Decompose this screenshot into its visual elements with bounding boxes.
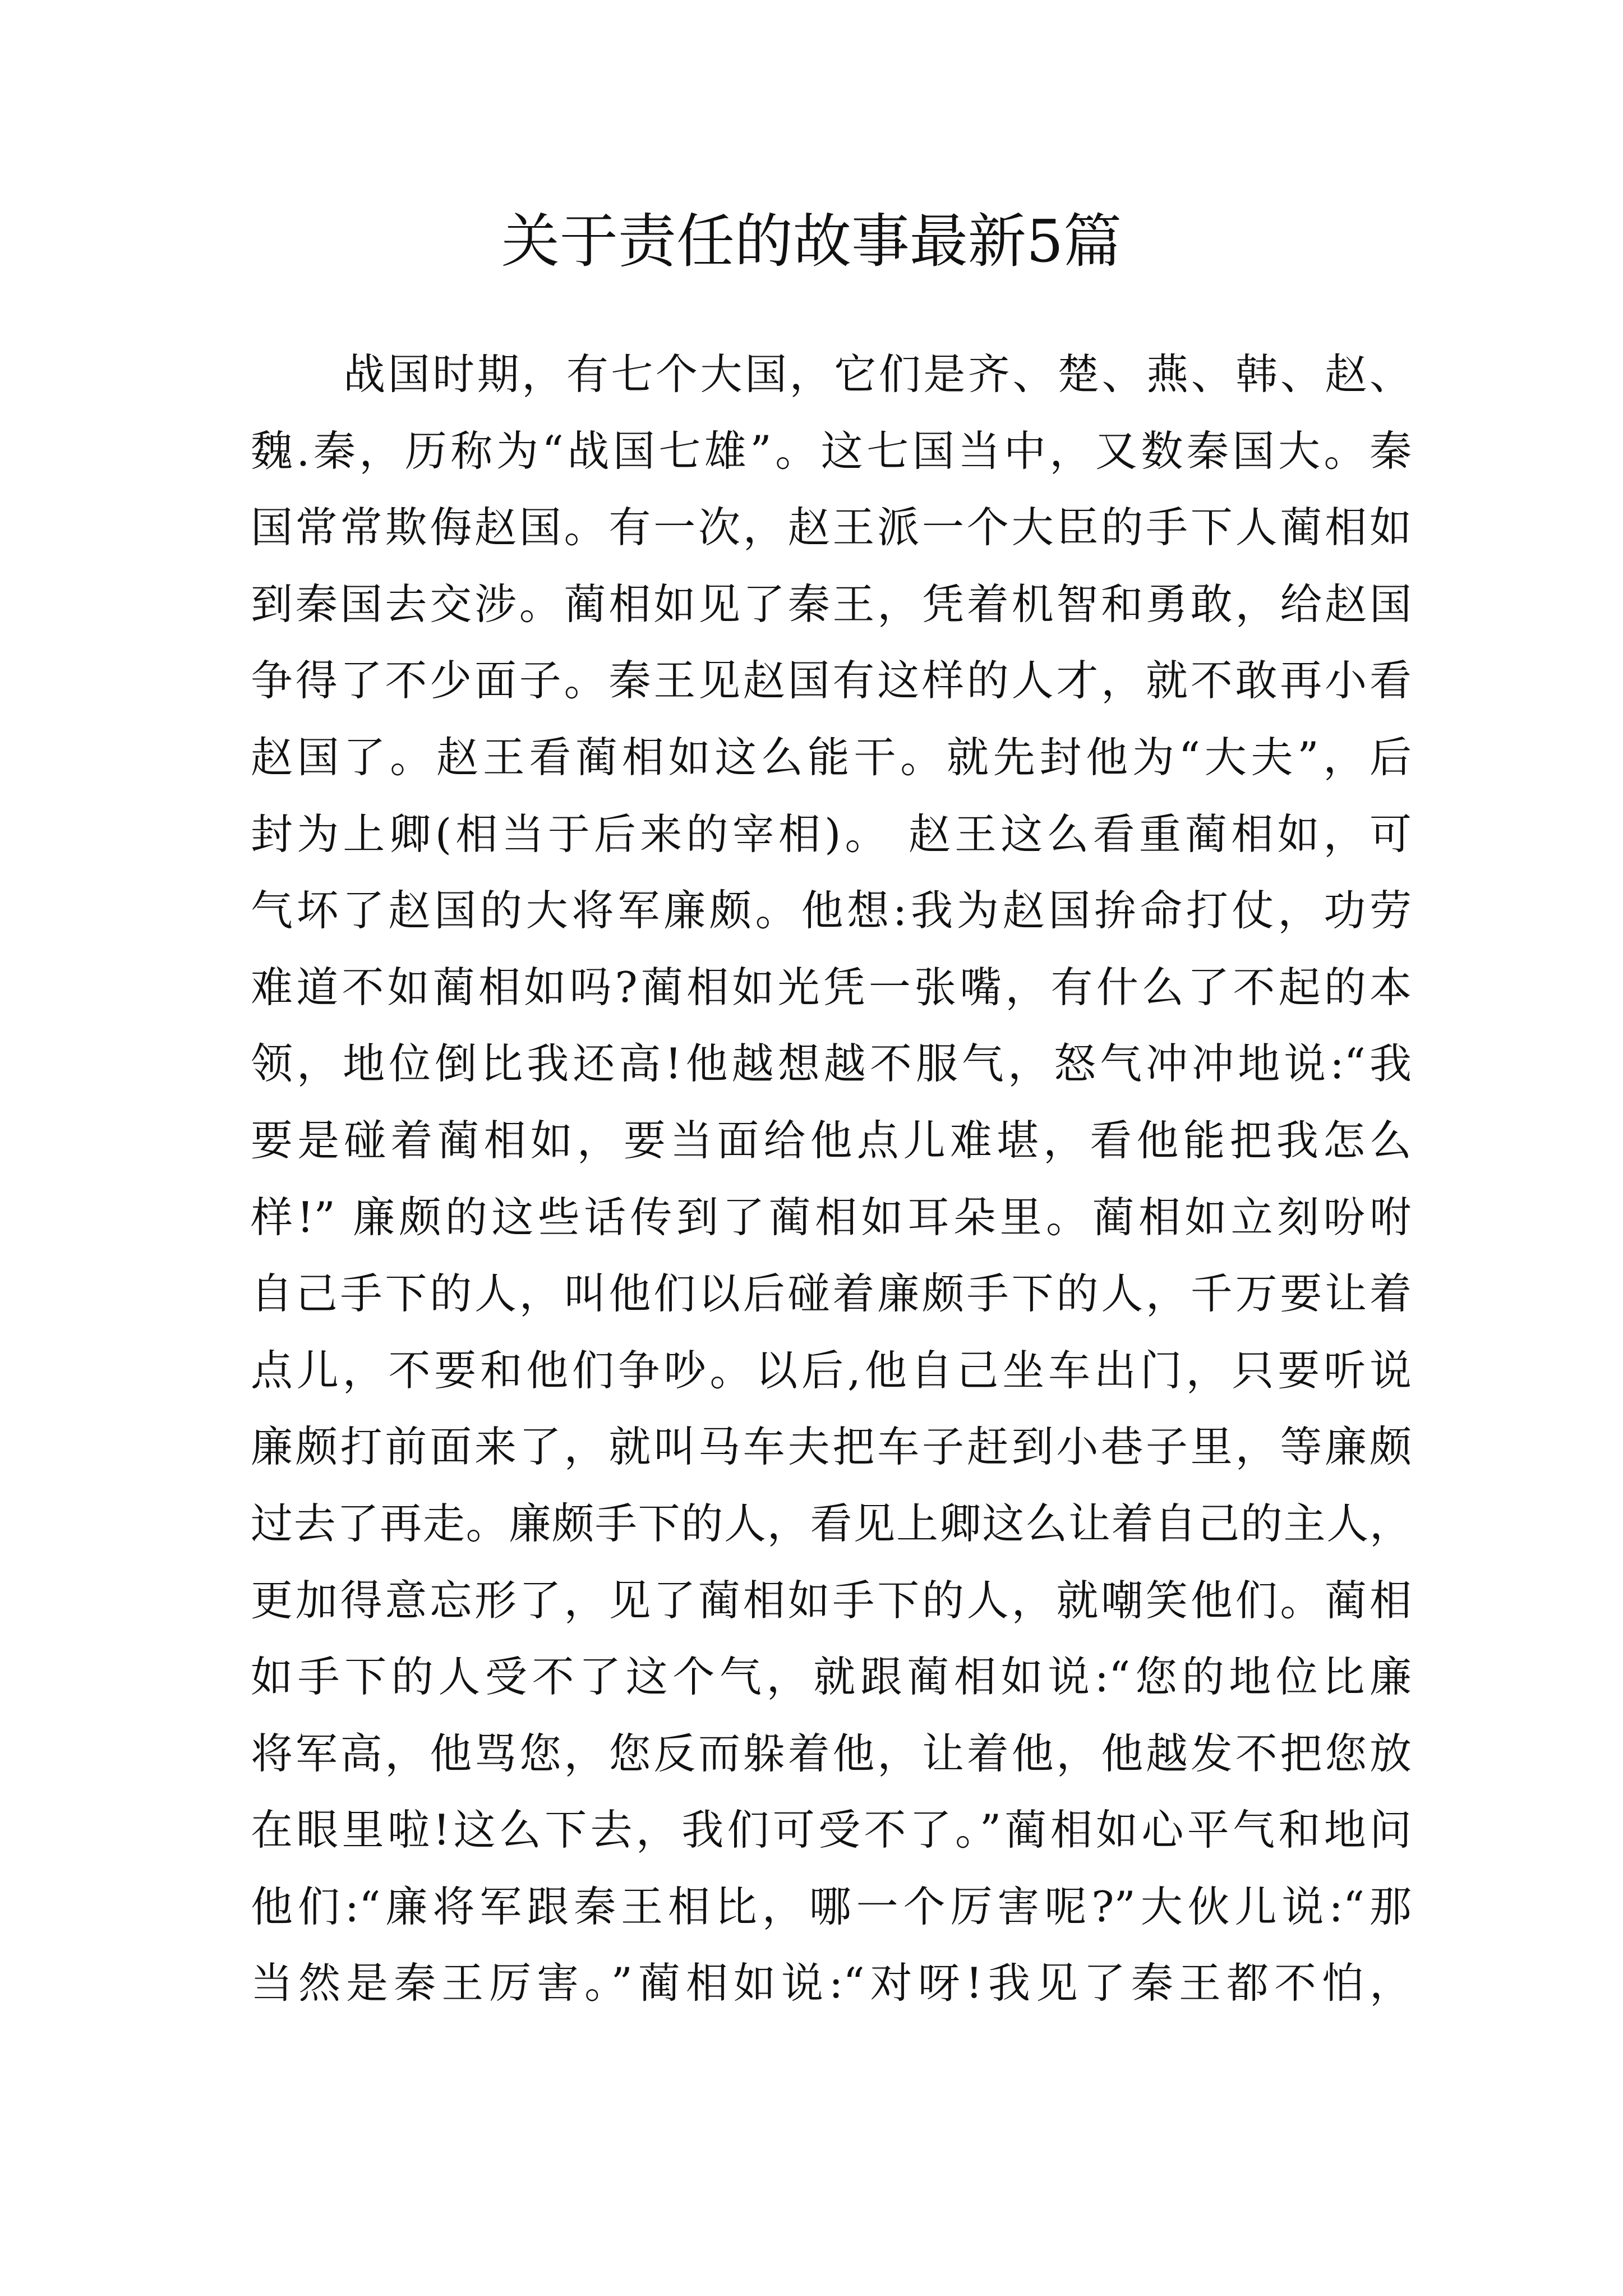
- text-line: 到秦国去交涉。蔺相如见了秦王，凭着机智和勇敢，给赵国: [251, 579, 1412, 629]
- text-line: 魏.秦，历称为“战国七雄”。这七国当中，又数秦国大。秦: [251, 426, 1412, 476]
- text-line: 他们:“廉将军跟秦王相比，哪一个厉害呢?”大伙儿说:“那: [251, 1881, 1412, 1931]
- text-line: 封为上卿(相当于后来的宰相)。 赵王这么看重蔺相如，可: [251, 809, 1412, 859]
- text-line: 领，地位倒比我还高!他越想越不服气，怒气冲冲地说:“我: [251, 1039, 1412, 1089]
- text-line: 过去了再走。廉颇手下的人，看见上卿这么让着自己的主人，: [251, 1498, 1412, 1548]
- document-body: [251, 336, 1412, 2022]
- text-line: 国常常欺侮赵国。有一次，赵王派一个大臣的手下人蔺相如: [251, 503, 1412, 553]
- text-line: 气坏了赵国的大将军廉颇。他想:我为赵国拚命打仗，功劳: [251, 886, 1412, 936]
- text-line: 当然是秦王厉害。”蔺相如说:“对呀!我见了秦王都不怕，: [251, 1958, 1412, 2008]
- text-line: 争得了不少面子。秦王见赵国有这样的人才，就不敢再小看: [251, 656, 1412, 706]
- document-title: 关于责任的故事最新5篇: [501, 207, 1122, 275]
- text-line: 将军高，他骂您，您反而躲着他，让着他，他越发不把您放: [251, 1728, 1412, 1778]
- text-line: 战国时期，有七个大国，它们是齐、楚、燕、韩、赵、: [343, 349, 1412, 399]
- text-line: 自己手下的人，叫他们以后碰着廉颇手下的人，千万要让着: [251, 1269, 1412, 1319]
- text-line: 在眼里啦!这么下去，我们可受不了。”蔺相如心平气和地问: [251, 1805, 1412, 1855]
- text-line: 更加得意忘形了，见了蔺相如手下的人，就嘲笑他们。蔺相: [251, 1575, 1412, 1625]
- text-line: 样!” 廉颇的这些话传到了蔺相如耳朵里。蔺相如立刻吩咐: [251, 1192, 1412, 1242]
- text-line: 难道不如蔺相如吗?蔺相如光凭一张嘴，有什么了不起的本: [251, 962, 1412, 1012]
- text-line: 廉颇打前面来了，就叫马车夫把车子赶到小巷子里，等廉颇: [251, 1422, 1412, 1472]
- text-line: 如手下的人受不了这个气，就跟蔺相如说:“您的地位比廉: [251, 1652, 1412, 1702]
- text-line: 要是碰着蔺相如，要当面给他点儿难堪，看他能把我怎么: [251, 1115, 1412, 1165]
- text-line: 赵国了。赵王看蔺相如这么能干。就先封他为“大夫”，后: [251, 732, 1412, 782]
- text-line: 点儿，不要和他们争吵。以后,他自己坐车出门，只要听说: [251, 1345, 1412, 1395]
